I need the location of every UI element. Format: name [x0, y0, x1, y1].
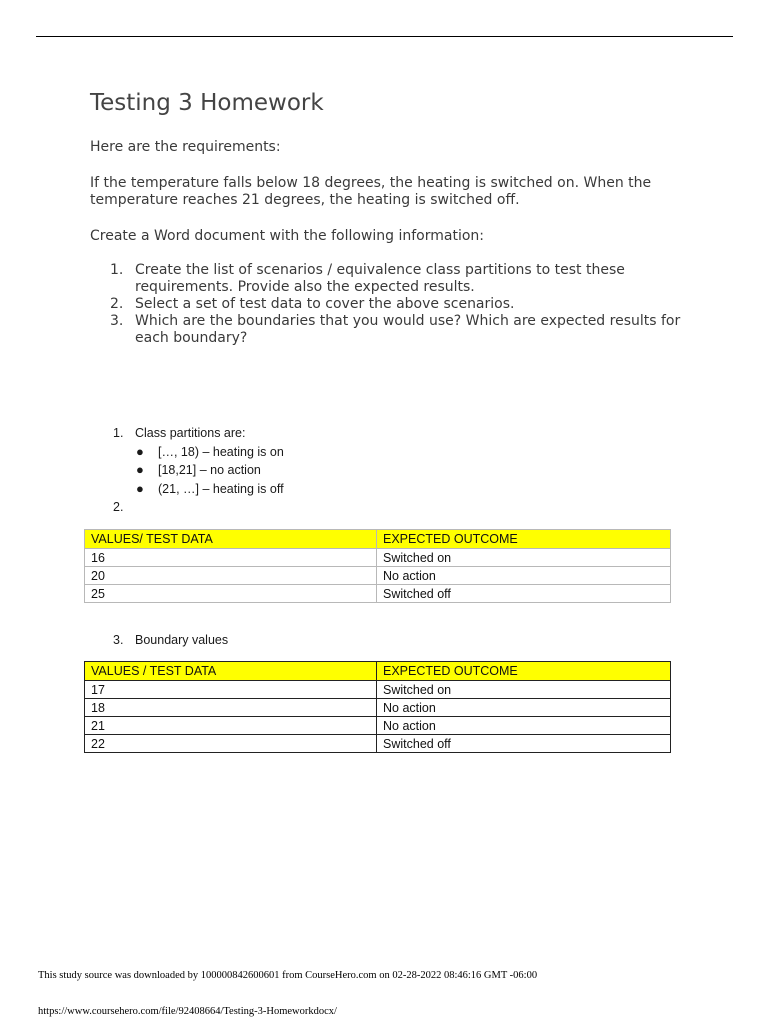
requirements-list — [110, 262, 690, 347]
item-number: 3. — [110, 313, 124, 329]
table-cell: Switched on — [377, 549, 671, 567]
intro-text: Here are the requirements: — [90, 139, 281, 155]
table-cell: 20 — [85, 567, 377, 585]
item-text: Which are the boundaries that you would use? Which are expected results for each boundary? — [135, 313, 681, 346]
table-cell: 18 — [85, 699, 377, 717]
item-number: 1. — [110, 262, 124, 278]
task-text: Create a Word document with the following information: — [90, 228, 485, 244]
column-header: VALUES/ TEST DATA — [85, 530, 377, 549]
table-row — [85, 681, 671, 699]
table-header-row — [85, 530, 671, 549]
table-row — [85, 717, 671, 735]
test-data-table — [84, 529, 671, 603]
column-header: EXPECTED OUTCOME — [377, 530, 671, 549]
table-header-row — [85, 662, 671, 681]
table-cell: 17 — [85, 681, 377, 699]
download-notice: This study source was downloaded by 100000842600601 from CourseHero.com on 02-28-2022 08:46:16 GMT -06:00 — [38, 970, 538, 981]
partition-item: […, 18) – heating is on — [158, 445, 284, 459]
table-row — [85, 567, 671, 585]
partition-item: [18,21] – no action — [158, 463, 261, 477]
answer-2-number: 2. — [113, 500, 124, 514]
table-cell: No action — [377, 567, 671, 585]
item-number: 2. — [110, 296, 124, 312]
answer-3-label: Boundary values — [135, 633, 229, 647]
bullet-icon: ● — [136, 481, 144, 496]
requirement-text: If the temperature falls below 18 degrees, the heating is switched on. When the temperature reaches 21 degrees, the heating is switched off. — [90, 175, 652, 208]
item-text: Select a set of test data to cover the above scenarios. — [135, 296, 515, 312]
answer-3-number: 3. — [113, 633, 124, 647]
table-cell: Switched off — [377, 735, 671, 753]
table-cell: Switched off — [377, 585, 671, 603]
table-cell: No action — [377, 699, 671, 717]
requirement-item — [110, 262, 690, 296]
bullet-icon: ● — [136, 444, 144, 459]
table-cell: 25 — [85, 585, 377, 603]
boundary-values-table — [84, 661, 671, 753]
top-rule — [36, 36, 733, 37]
document-title: Testing 3 Homework — [90, 90, 324, 116]
table-cell: 16 — [85, 549, 377, 567]
column-header: VALUES / TEST DATA — [85, 662, 377, 681]
table-row — [85, 699, 671, 717]
item-text: Create the list of scenarios / equivalence class partitions to test these requirements. Provide also the expected results. — [135, 262, 625, 295]
bullet-icon: ● — [136, 462, 144, 477]
partition-item: (21, …] – heating is off — [158, 482, 284, 496]
table-cell: No action — [377, 717, 671, 735]
table-row — [85, 735, 671, 753]
table-row — [85, 585, 671, 603]
answer-1-number: 1. — [113, 426, 124, 440]
table-cell: 21 — [85, 717, 377, 735]
column-header: EXPECTED OUTCOME — [377, 662, 671, 681]
requirement-item — [110, 313, 690, 347]
requirement-item — [110, 296, 690, 313]
answer-1-label: Class partitions are: — [135, 426, 246, 440]
table-cell: 22 — [85, 735, 377, 753]
table-row — [85, 549, 671, 567]
source-url-link[interactable]: https://www.coursehero.com/file/92408664/Testing-3-Homeworkdocx/ — [38, 1006, 337, 1017]
table-cell: Switched on — [377, 681, 671, 699]
